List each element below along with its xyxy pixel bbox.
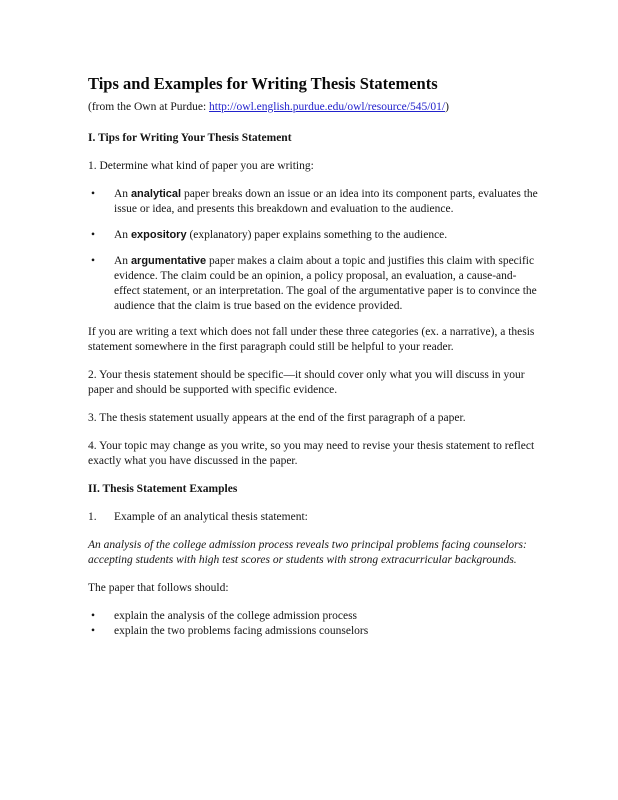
document-page [88, 74, 538, 639]
section-i-heading: I. Tips for Writing Your Thesis Statement [88, 132, 292, 144]
paper-type-list [88, 187, 538, 314]
bullet-text-pre: An [114, 255, 131, 267]
follow-intro: The paper that follows should: [88, 582, 229, 594]
source-link[interactable]: http://owl.english.purdue.edu/owl/resource/545/01/ [209, 101, 446, 113]
paper-type-item-argumentative [88, 254, 538, 314]
narrative-note: If you are writing a text which does not fall under these three categories (ex. a narrative), a thesis statement somewhere in the first paragraph could still be helpful to your reader. [88, 326, 535, 353]
example-1-number: 1. [88, 511, 97, 523]
section-ii-heading: II. Thesis Statement Examples [88, 483, 238, 495]
example-1-label: Example of an analytical thesis statement: [114, 511, 308, 523]
keyword-expository: expository [130, 229, 187, 241]
bullet-text-post: paper breaks down an issue or an idea into its component parts, evaluates the issue or idea, and presents this breakdown and evaluation to the audience. [114, 188, 538, 215]
document-title: Tips and Examples for Writing Thesis Statements [88, 74, 438, 93]
example-1-line [88, 510, 538, 525]
bullet-text-pre: An [114, 188, 131, 200]
paper-type-item-expository [88, 228, 538, 243]
keyword-argumentative: argumentative [130, 255, 207, 267]
tip-4: 4. Your topic may change as you write, so you may need to revise your thesis statement to reflect exactly what you have discussed in the paper. [88, 440, 535, 467]
follow-bullet-list [88, 609, 538, 639]
example-1-thesis: An analysis of the college admission process reveals two principal problems facing counselors: accepting students with high test scores or students with strong extracurricular backgrounds. [88, 539, 527, 566]
tip-2: 2. Your thesis statement should be specific—it should cover only what you will discuss in your paper and should be supported with specific evidence. [88, 369, 525, 396]
bullet-text-post: paper makes a claim about a topic and justifies this claim with specific evidence. The claim could be an opinion, a policy proposal, an evaluation, a cause-and-effect statement, or an interpretation. The goal of the argumentative paper is to convince the audience that the claim is true based on the evidence provided. [114, 255, 537, 312]
bullet-text-pre: An [114, 229, 131, 241]
follow-bullet-item: • explain the two problems facing admissions counselors [88, 624, 538, 639]
tip-1-intro: 1. Determine what kind of paper you are writing: [88, 160, 314, 172]
source-prefix: (from the Own at Purdue: [88, 101, 210, 113]
follow-bullet-item: • explain the analysis of the college admission process [88, 609, 538, 624]
bullet-text-post: (explanatory) paper explains something to the audience. [186, 229, 448, 241]
tip-3: 3. The thesis statement usually appears at the end of the first paragraph of a paper. [88, 412, 466, 424]
paper-type-item-analytical [88, 187, 538, 217]
source-suffix: ) [445, 101, 449, 113]
source-line [88, 100, 538, 115]
keyword-analytical: analytical [130, 188, 182, 200]
